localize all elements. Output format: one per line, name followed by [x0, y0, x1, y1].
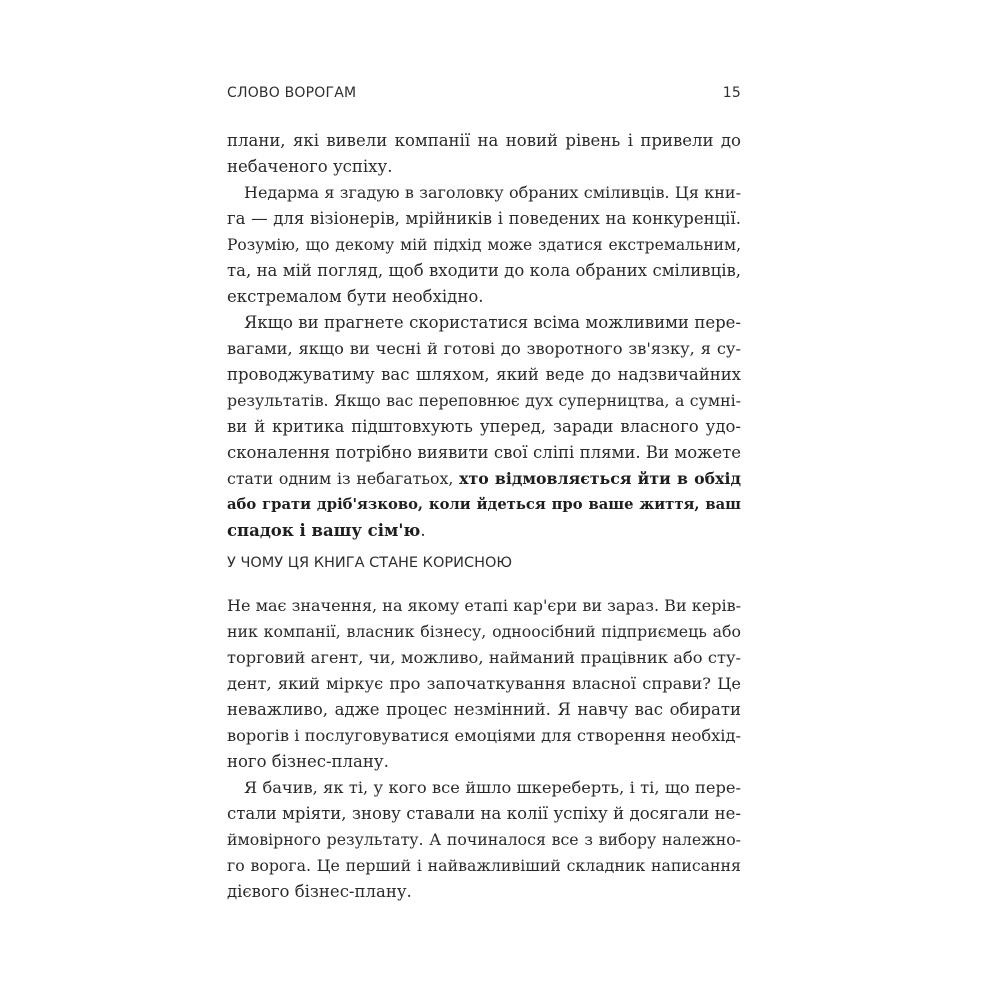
text-regular-fragment: . [420, 521, 426, 540]
emphasized-text-line: або грати дріб'язково, коли йдеться про ваше життя, ваш [227, 496, 741, 513]
text-line: сконалення потрібно виявити свої сліпі плями. Ви можете [227, 443, 741, 462]
text-line: го ворога. Це перший і найважливіший складник написання [227, 856, 741, 875]
text-line [227, 466, 741, 492]
section-one-text [227, 128, 741, 544]
text-line: Якщо ви прагнете скористатися всіма можливими пере- [244, 313, 741, 332]
text-line: ного бізнес-плану. [227, 752, 389, 771]
text-line: ви й критика підштовхують уперед, заради власного удо- [227, 417, 741, 436]
text-line: дієвого бізнес-плану. [227, 882, 412, 901]
running-head [227, 85, 741, 107]
text-line: ворогів і послуговуватися емоціями для створення необхід- [227, 726, 741, 745]
section-two-text [227, 593, 741, 905]
text-line: дент, який міркує про започаткування власної справи? Це [227, 674, 741, 693]
text-line: результатів. Якщо вас переповнює дух суперництва, а сумні- [227, 391, 741, 410]
emphasized-text: хто відмовляється йти в обхід [459, 469, 741, 488]
text-line: та, на мій погляд, щоб входити до кола обраних сміливців, [227, 261, 741, 280]
text-line: Розумію, що декому мій підхід може здатися екстремальним, [227, 236, 741, 254]
page-number: 15 [722, 85, 741, 101]
running-title: СЛОВО ВОРОГАМ [227, 85, 357, 101]
text-line: торговий агент, чи, можливо, найманий працівник або сту- [227, 648, 741, 667]
emphasized-text: спадок і вашу сім'ю [227, 521, 421, 540]
text-line: проводжуватиму вас шляхом, який веде до надзвичайних [227, 365, 741, 384]
text-line: неважливо, адже процес незмінний. Я навчу вас обирати [227, 700, 741, 719]
text-line: плани, які вивели компанії на новий рівень і привели до [227, 131, 741, 150]
text-line: ник компанії, власник бізнесу, одноосібний підприємець або [227, 622, 741, 641]
text-line: Я бачив, як ті, у кого все йшло шкереберть, і ті, що пере- [244, 778, 741, 797]
text-line: га — для візіонерів, мрійників і поведених на конкуренції. [227, 209, 741, 228]
text-line: екстремалом бути необхідно. [227, 287, 484, 306]
text-line [227, 518, 741, 544]
text-line: Недарма я згадую в заголовку обраних сміливців. Ця кни- [244, 183, 741, 202]
text-line: Не має значення, на якому етапі кар'єри ви зараз. Ви керів- [227, 596, 741, 615]
section-heading: У ЧОМУ ЦЯ КНИГА СТАНЕ КОРИСНОЮ [227, 555, 513, 571]
text-regular-fragment: стати одним із небагатьох, [227, 469, 460, 488]
text-line: вагами, якщо ви чесні й готові до зворотного зв'язку, я су- [227, 339, 741, 358]
text-line: небаченого успіху. [227, 157, 393, 176]
text-line: стали мріяти, знову ставали на колії успіху й досягали не- [227, 804, 741, 823]
text-line: ймовірного результату. А починалося все з вибору належно- [227, 830, 741, 849]
